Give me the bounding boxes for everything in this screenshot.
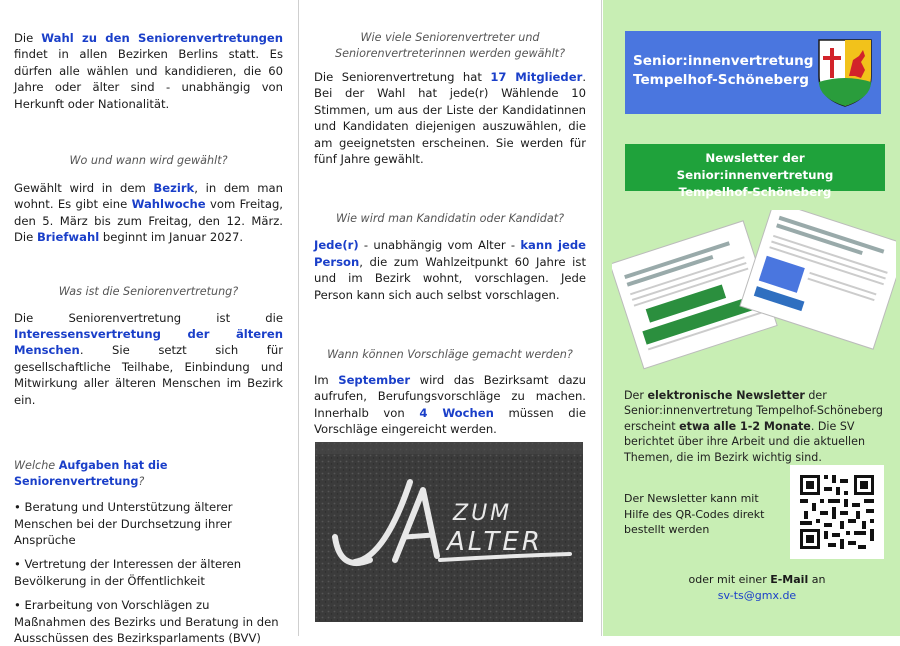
question-what-is: Was ist die Seniorenvertretung? [58, 284, 239, 298]
qr-code[interactable] [790, 465, 884, 559]
ja-zum-alter-photo [315, 442, 583, 622]
list-item: • Beratung und Unterstützung älterer Menschen bei der Durchsetzung ihrer Ansprüche [14, 499, 283, 548]
qr-instruction: Der Newsletter kann mit Hilfe des QR-Codes direkt bestellt werden [624, 492, 765, 536]
coat-of-arms-icon [815, 36, 875, 108]
qr-code-icon [790, 465, 884, 559]
banner-line2: Tempelhof-Schöneberg [678, 185, 832, 199]
tasks-list [14, 499, 283, 646]
answer-proposals: Im September wird das Bezirksamt dazu aufrufen, Berufungsvorschläge zu machen. Innerhalb von 4 Wochen müssen die Vorschläge eingereicht werden. [314, 373, 586, 437]
email-intro: oder mit einer E-Mail an [688, 573, 826, 586]
banner-line1: Newsletter der Senior:innenvertretung [676, 151, 834, 182]
photo-text-zum: ZUM [453, 501, 513, 526]
question-where-when: Wo und wann wird gewählt? [69, 154, 228, 168]
fold-line [298, 0, 299, 636]
newsletter-preview-image [612, 210, 896, 370]
organization-badge [625, 31, 881, 114]
question-proposals: Wann können Vorschläge gemacht werden? [327, 348, 573, 362]
email-contact [624, 572, 890, 604]
intro-paragraph: Die Wahl zu den Seniorenvertretungen findet in allen Bezirken Berlins statt. Es dürfen alle wählen und kandidieren, die 60 Jahre oder älter sind - unabhängig von Herkunft oder Nationalität. [14, 31, 284, 111]
fold-line [601, 0, 602, 636]
column-left [0, 0, 297, 645]
badge-title-line2: Tempelhof-Schöneberg [633, 72, 809, 88]
photo-text-ja: JA [315, 442, 316, 443]
newsletter-description: Der elektronische Newsletter der Senior:innenvertretung Tempelhof-Schöneberg erscheint etwa alle 1-2 Monate. Die SV berichtet über ihre Arbeit und die aktuellen Themen, die im Bezirk wichtig sind. [624, 389, 883, 464]
list-item: • Vertretung der Interessen der älteren Bevölkerung in der Öffentlichkeit [14, 556, 283, 589]
answer-how-many: Die Seniorenvertretung hat 17 Mitglieder. Bei der Wahl hat jede(r) Wählende 10 Stimmen, um aus der Liste der Kandidatinnen und Kandidaten diejenigen auszuwählen, die am geeignetsten erscheinen. Sie werden für fünf Jahre gewählt. [314, 70, 586, 167]
question-how-many: Wie viele Seniorenvertreter und Seniorenvertreterinnen werden gewählt? [334, 31, 566, 60]
photo-text-alter: ALTER [447, 527, 543, 557]
newsletter-banner [625, 144, 885, 199]
question-candidate: Wie wird man Kandidatin oder Kandidat? [335, 212, 565, 226]
question-tasks: Welche Aufgaben hat die Seniorenvertretung? [14, 459, 168, 489]
badge-title-line1: Senior:innenvertretung [633, 53, 814, 69]
answer-candidate: Jede(r) - unabhängig vom Alter - kann jede Person, die zum Wahlzeitpunkt 60 Jahre ist und im Bezirk wohnt, vorschlagen. Jede Person kann sich auch selbst vorschlagen. [314, 238, 586, 302]
answer-where-when: Gewählt wird in dem Bezirk, in dem man wohnt. Es gibt eine Wahlwoche vom Freitag, den 5. März bis zum Freitag, den 12. März. Die Briefwahl beginnt im Januar 2027. [14, 181, 284, 245]
email-address-link[interactable]: sv-ts@gmx.de [717, 589, 797, 602]
list-item: • Erarbeitung von Vorschlägen zu Maßnahmen des Bezirks und Beratung in den Ausschüssen des Bezirksparlaments (BVV) [14, 597, 283, 646]
answer-what-is: Die Seniorenvertretung ist die Interessensvertretung der älteren Menschen. Sie setzt sich für gesellschaftliche Teilhabe, Einbindung und Mitwirkung aller älteren Menschen im Bezirk ein. [14, 310, 283, 407]
